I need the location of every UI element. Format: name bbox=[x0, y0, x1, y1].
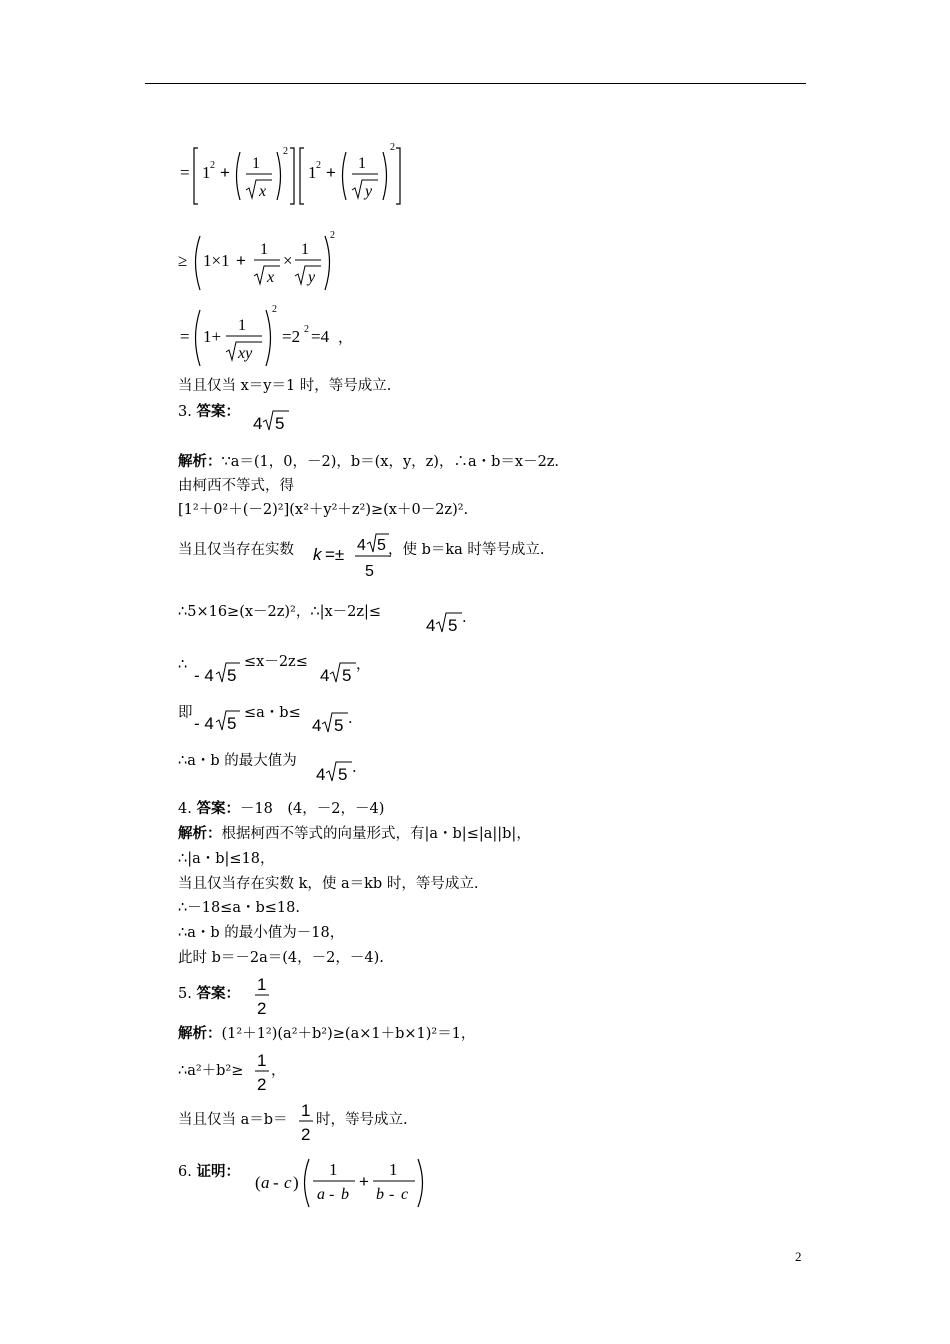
k-expression bbox=[313, 530, 393, 590]
q3-number: 3. bbox=[178, 404, 192, 420]
svg-text:b: b bbox=[341, 1186, 349, 1203]
equation-line-3 bbox=[178, 304, 368, 374]
q4-explanation-1 bbox=[178, 825, 531, 843]
q5-explanation-2a: ∴a²＋b²≥ bbox=[178, 1063, 244, 1079]
q5-explanation-2b: ， bbox=[271, 1063, 286, 1079]
svg-text:2: 2 bbox=[210, 160, 215, 171]
svg-text:): ) bbox=[293, 1173, 299, 1192]
q3-answer-value bbox=[253, 408, 293, 434]
svg-text:b: b bbox=[376, 1186, 384, 1203]
svg-text:4: 4 bbox=[357, 537, 366, 554]
svg-text:y: y bbox=[308, 269, 316, 286]
q4-explanation-label: 解析： bbox=[178, 825, 222, 842]
q3-explanation-7b: ≤a・b≤ bbox=[244, 705, 301, 721]
q6-heading bbox=[178, 1163, 240, 1181]
header-rule bbox=[145, 83, 806, 84]
svg-text:x: x bbox=[267, 269, 275, 286]
q3-explanation-8b: . bbox=[352, 760, 357, 776]
q3-explanation-7a: 即 bbox=[178, 705, 193, 721]
svg-text:5: 5 bbox=[377, 537, 386, 554]
svg-text:1: 1 bbox=[389, 1160, 398, 1179]
svg-text:k: k bbox=[313, 545, 322, 564]
svg-text:1: 1 bbox=[257, 975, 267, 994]
svg-text:2: 2 bbox=[257, 999, 267, 1018]
svg-text:c: c bbox=[401, 1186, 409, 1203]
svg-text:a: a bbox=[261, 1173, 270, 1192]
q3-explanation-4a: 当且仅当存在实数 bbox=[178, 542, 294, 558]
q4-explanation-6: 此时 b＝－2a＝(4，－2，－4). bbox=[178, 950, 384, 966]
q5-explanation-text-1: (1²＋1²)(a²＋b²)≥(a×1＋b×1)²＝1， bbox=[221, 1026, 476, 1042]
svg-text:a: a bbox=[317, 1186, 325, 1203]
q3-pos-bound-1 bbox=[320, 660, 360, 686]
svg-text:5: 5 bbox=[334, 716, 344, 735]
svg-text:xy: xy bbox=[238, 345, 253, 362]
svg-text:-: - bbox=[329, 1186, 335, 1203]
q3-explanation-6c: ， bbox=[356, 657, 371, 673]
q5-heading bbox=[178, 985, 240, 1003]
equation-line-2 bbox=[178, 228, 348, 296]
svg-text:×: × bbox=[283, 251, 293, 270]
svg-text:- 4: - 4 bbox=[194, 666, 214, 685]
svg-text:5: 5 bbox=[448, 616, 458, 635]
svg-text:y: y bbox=[365, 183, 373, 200]
q5-explanation-3a: 当且仅当 a＝b＝ bbox=[178, 1112, 288, 1128]
svg-text:+: + bbox=[359, 1172, 369, 1191]
svg-text:≥: ≥ bbox=[178, 251, 188, 270]
q3-max-value bbox=[316, 759, 356, 785]
q5-explanation-3b: 时，等号成立. bbox=[316, 1112, 408, 1128]
q4-explanation-5: ∴a・b 的最小值为－18， bbox=[178, 925, 345, 941]
q5-explanation-label: 解析： bbox=[178, 1025, 222, 1042]
q5-number: 5. bbox=[178, 986, 192, 1002]
q3-explanation-text-1: ∵a＝(1，0，－2)，b＝(x，y，z)，∴a・b＝x－2z. bbox=[221, 454, 560, 470]
svg-text:=: = bbox=[180, 327, 190, 346]
svg-text:1: 1 bbox=[358, 155, 366, 172]
q3-explanation-5b: . bbox=[462, 610, 467, 626]
svg-text:+: + bbox=[326, 163, 336, 182]
svg-text:-: - bbox=[273, 1173, 279, 1192]
svg-text:2: 2 bbox=[301, 1125, 311, 1144]
q3-explanation-7c: . bbox=[348, 711, 353, 727]
svg-text:5: 5 bbox=[342, 666, 352, 685]
equation-line-1 bbox=[178, 140, 418, 212]
q6-number: 6. bbox=[178, 1164, 192, 1180]
svg-text:=4: =4 bbox=[311, 327, 330, 346]
q4-explanation-2: ∴|a・b|≤18， bbox=[178, 851, 275, 867]
svg-text:2: 2 bbox=[283, 146, 288, 157]
svg-text:4: 4 bbox=[253, 414, 263, 433]
svg-text:2: 2 bbox=[316, 160, 321, 171]
svg-text:=2: =2 bbox=[282, 327, 301, 346]
svg-text:2: 2 bbox=[257, 1075, 267, 1094]
q3-explanation-4b: ，使 b＝ka 时等号成立. bbox=[388, 542, 545, 558]
svg-text:2: 2 bbox=[272, 304, 277, 315]
svg-text:+: + bbox=[220, 163, 230, 182]
q4-number: 4. bbox=[178, 801, 192, 817]
svg-text:2: 2 bbox=[330, 230, 335, 241]
q6-proof-label: 证明： bbox=[196, 1163, 240, 1180]
svg-text:1: 1 bbox=[308, 163, 317, 182]
svg-text:1+: 1+ bbox=[203, 327, 222, 346]
q4-explanation-4: ∴－18≤a・b≤18. bbox=[178, 900, 300, 916]
q3-neg-bound-2 bbox=[194, 708, 244, 734]
q3-explanation-1 bbox=[178, 453, 559, 471]
svg-text:1: 1 bbox=[301, 241, 309, 258]
q3-bound-1 bbox=[426, 610, 466, 636]
q4-explanation-text-1: 根据柯西不等式的向量形式，有|a・b|≤|a||b|， bbox=[221, 826, 531, 842]
svg-text:5: 5 bbox=[338, 765, 348, 784]
svg-text:1: 1 bbox=[301, 1101, 311, 1120]
svg-text:1: 1 bbox=[329, 1160, 338, 1179]
svg-text:=±: =± bbox=[325, 545, 345, 564]
q3-explanation-8a: ∴a・b 的最大值为 bbox=[178, 753, 297, 769]
q3-explanation-6a: ∴ bbox=[178, 657, 188, 673]
q4-answer-value: －18 (4，－2，－4) bbox=[239, 801, 385, 817]
q3-explanation-6b: ≤x－2z≤ bbox=[244, 654, 308, 670]
q5-explanation-1 bbox=[178, 1025, 475, 1043]
q3-answer-label: 答案： bbox=[196, 403, 240, 420]
svg-text:1×1: 1×1 bbox=[203, 251, 230, 270]
q3-explanation-5a: ∴5×16≥(x－2z)²，∴|x－2z|≤ bbox=[178, 604, 382, 620]
page-number: 2 bbox=[795, 1249, 802, 1264]
svg-text:，: ， bbox=[338, 330, 354, 346]
svg-text:5: 5 bbox=[227, 714, 237, 733]
q4-explanation-3: 当且仅当存在实数 k，使 a＝kb 时，等号成立. bbox=[178, 876, 479, 892]
q3-explanation-3: [1²＋0²＋(－2)²](x²＋y²＋z²)≥(x＋0－2z)². bbox=[178, 502, 469, 518]
svg-text:(: ( bbox=[255, 1173, 261, 1192]
svg-text:1: 1 bbox=[202, 163, 211, 182]
svg-text:4: 4 bbox=[320, 666, 330, 685]
svg-text:5: 5 bbox=[275, 414, 285, 433]
svg-text:1: 1 bbox=[238, 317, 246, 334]
q5-half-2 bbox=[299, 1098, 315, 1144]
svg-text:x: x bbox=[259, 183, 267, 200]
svg-text:=: = bbox=[180, 163, 190, 182]
q4-answer-label: 答案： bbox=[196, 800, 240, 817]
svg-text:4: 4 bbox=[312, 716, 322, 735]
q3-neg-bound-1 bbox=[194, 660, 244, 686]
svg-text:- 4: - 4 bbox=[194, 714, 214, 733]
q5-answer-label: 答案： bbox=[196, 985, 240, 1002]
q3-explanation-label: 解析： bbox=[178, 453, 222, 470]
svg-text:1: 1 bbox=[252, 155, 260, 172]
svg-text:4: 4 bbox=[316, 765, 326, 784]
svg-text:c: c bbox=[284, 1173, 292, 1192]
equality-condition: 当且仅当 x＝y＝1 时，等号成立. bbox=[178, 378, 392, 394]
q3-explanation-2: 由柯西不等式，得 bbox=[178, 478, 294, 494]
svg-text:1: 1 bbox=[260, 241, 268, 258]
svg-text:4: 4 bbox=[426, 616, 436, 635]
svg-text:2: 2 bbox=[390, 142, 395, 153]
q4-heading bbox=[178, 800, 384, 818]
q5-half-1 bbox=[255, 1048, 271, 1094]
svg-text:2: 2 bbox=[304, 324, 309, 335]
q3-pos-bound-2 bbox=[312, 710, 352, 736]
q3-heading bbox=[178, 403, 240, 421]
svg-text:1: 1 bbox=[257, 1051, 267, 1070]
q5-answer-value bbox=[255, 972, 271, 1018]
svg-text:5: 5 bbox=[227, 666, 237, 685]
svg-text:-: - bbox=[389, 1186, 395, 1203]
svg-text:5: 5 bbox=[365, 563, 374, 580]
svg-text:+: + bbox=[236, 251, 246, 270]
q6-expression bbox=[255, 1155, 425, 1211]
